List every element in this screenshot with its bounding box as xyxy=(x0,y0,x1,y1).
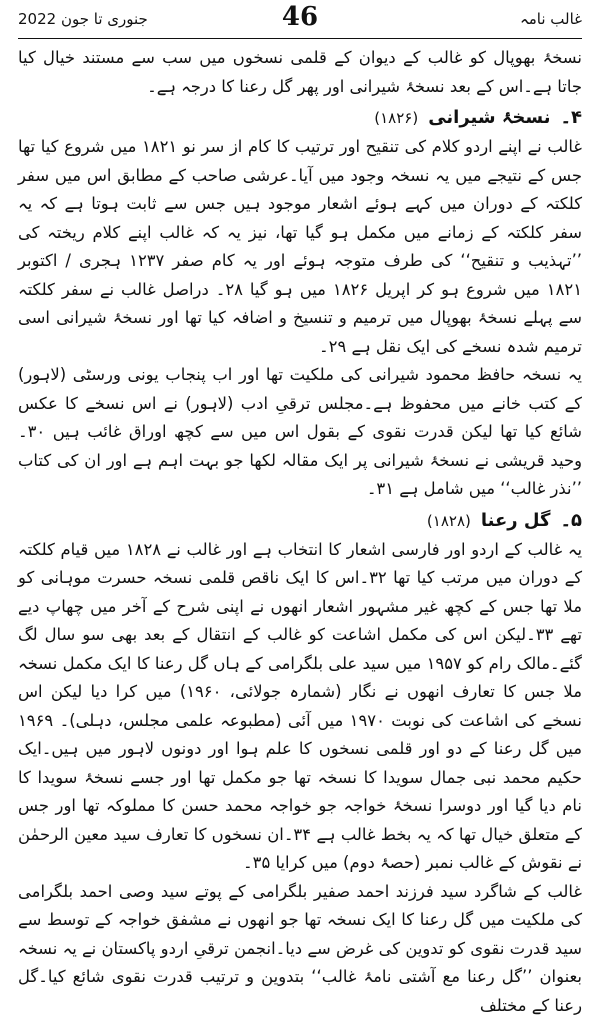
section-heading-gul-e-rana xyxy=(18,506,582,536)
paragraph-gul-e-rana-history: یہ غالب کے اردو اور فارسی اشعار کا انتخاب ہے اور غالب نے ۱۸۲۸ میں قیام کلکتہ کے دوران میں مرتب کیا تھا ۳۲۔اس کا ایک ناقص قلمی نسخہ حسرت موہانی کو ملا تھا جس کے کچھ غیر مشہور اشعار انھوں نے اپنی شرح کے آخر میں چھاپ دیے تھے ۳۳۔لیکن اس کی مکمل اشاعت کو غالب کے انتقال کے بعد بھی سو سال لگ گئے۔مالک رام کو ۱۹۵۷ میں سید علی بلگرامی کے ہاں گل رعنا کا ایک مکمل نسخہ ملا جس کا تعارف انھوں نے نگار (شمارہ جولائی، ۱۹۶۰) میں کرا دیا لیکن اس نسخے کی اشاعت کی نوبت ۱۹۷۰ میں آئی (مطبوعہ علمی مجلس، دہلی)۔ ۱۹۶۹ میں گل رعنا کے دو اور قلمی نسخوں کا علم ہوا اور دونوں لاہور میں ہیں۔ایک حکیم محمد نبی جمال سویدا کا نسخہ تھا جو مکمل تھا اور جسے نسخۂ سویدا کا نام دیا گیا اور دوسرا نسخۂ خواجہ جو خواجہ محمد حسن کا مملوکہ تھا اور جس کے متعلق خیال تھا کہ یہ بخط غالب ہے ۳۴۔ان نسخوں کا تعارف سید معین الرحمٰن نے نقوش کے غالب نمبر (حصۂ دوم) میں کرایا ۳۵۔ xyxy=(18,536,582,878)
journal-title: غالب نامہ xyxy=(520,10,582,28)
paragraph-bhopal: نسخۂ بھوپال کو غالب کے دیوان کے قلمی نسخوں میں سب سے مستند خیال کیا جاتا ہے۔اس کے بعد نسخۂ شیرانی اور پھر گل رعنا کا درجہ ہے۔ xyxy=(18,44,582,101)
section-title: گل رعنا xyxy=(481,506,551,536)
paragraph-shirani-origin: غالب نے اپنے اردو کلام کی تنقیح اور ترتیب کا کام از سر نو ۱۸۲۱ میں شروع کیا تھا جس کے نتیجے میں یہ نسخہ وجود میں آیا۔عرشی صاحب کے مطابق اس میں سفر کلکتہ کے دوران میں کہے ہوئے اشعار موجود ہیں جس سے ثابت ہوتا ہے کہ یہ سفر کلکتہ کے زمانے میں مکمل ہو گیا تھا، نیز یہ کہ غالب اپنے کلام ریختہ کی ’’تہذیب و تنقیح‘‘ کی طرف متوجہ ہوئے اور یہ کام صفر ۱۲۳۷ ہجری / اکتوبر ۱۸۲۱ میں شروع ہو کر اپریل ۱۸۲۶ میں ہو گیا ۲۸۔ دراصل غالب نے سفر کلکتہ سے پہلے نسخۂ بھوپال میں ترمیم و تنسیخ و اضافہ کیا تھا اور نسخۂ شیرانی اسی ترمیم شدہ نسخے کی ایک نقل ہے ۲۹۔ xyxy=(18,133,582,361)
header-rule xyxy=(18,38,582,39)
issue-date: جنوری تا جون 2022 xyxy=(18,10,148,28)
page-number: 46 xyxy=(0,2,600,32)
section-year: (۱۸۲۶) xyxy=(374,103,418,133)
paragraph-gul-e-rana-edition: غالب کے شاگرد سید فرزند احمد صفیر بلگرامی کے پوتے سید وصی احمد بلگرامی کی ملکیت میں گل رعنا کا ایک نسخہ تھا جو انھوں نے مشفق خواجہ کے توسط سے سید قدرت نقوی کو تدوین کی غرض سے دیا۔انجمن ترقیِ اردو پاکستان نے یہ نسخہ بعنوان ’’گل رعنا مع آشتی نامۂ غالب‘‘ بتدوین و ترتیب قدرت نقوی شائع کیا۔گل رعنا کے مختلف xyxy=(18,878,582,1020)
section-number: ۴۔ xyxy=(560,103,582,133)
page-header xyxy=(0,0,600,40)
section-number: ۵۔ xyxy=(560,506,582,536)
section-title: نسخۂ شیرانی xyxy=(428,103,550,133)
section-heading-shirani xyxy=(18,103,582,133)
paragraph-shirani-ownership: یہ نسخہ حافظ محمود شیرانی کی ملکیت تھا اور اب پنجاب یونی ورسٹی (لاہور) کے کتب خانے میں محفوظ ہے۔مجلس ترقیِ ادب (لاہور) نے اس نسخے کا عکس شائع کیا تھا لیکن قدرت نقوی کے بقول اس میں سے کچھ اوراق غائب ہیں ۳۰۔ وحید قریشی نے نسخۂ شیرانی پر ایک مقالہ لکھا جو بہت اہم ہے اور ان کی کتاب ’’نذر غالب‘‘ میں شامل ہے ۳۱۔ xyxy=(18,361,582,504)
article-body xyxy=(18,44,582,932)
section-year: (۱۸۲۸) xyxy=(427,506,471,536)
